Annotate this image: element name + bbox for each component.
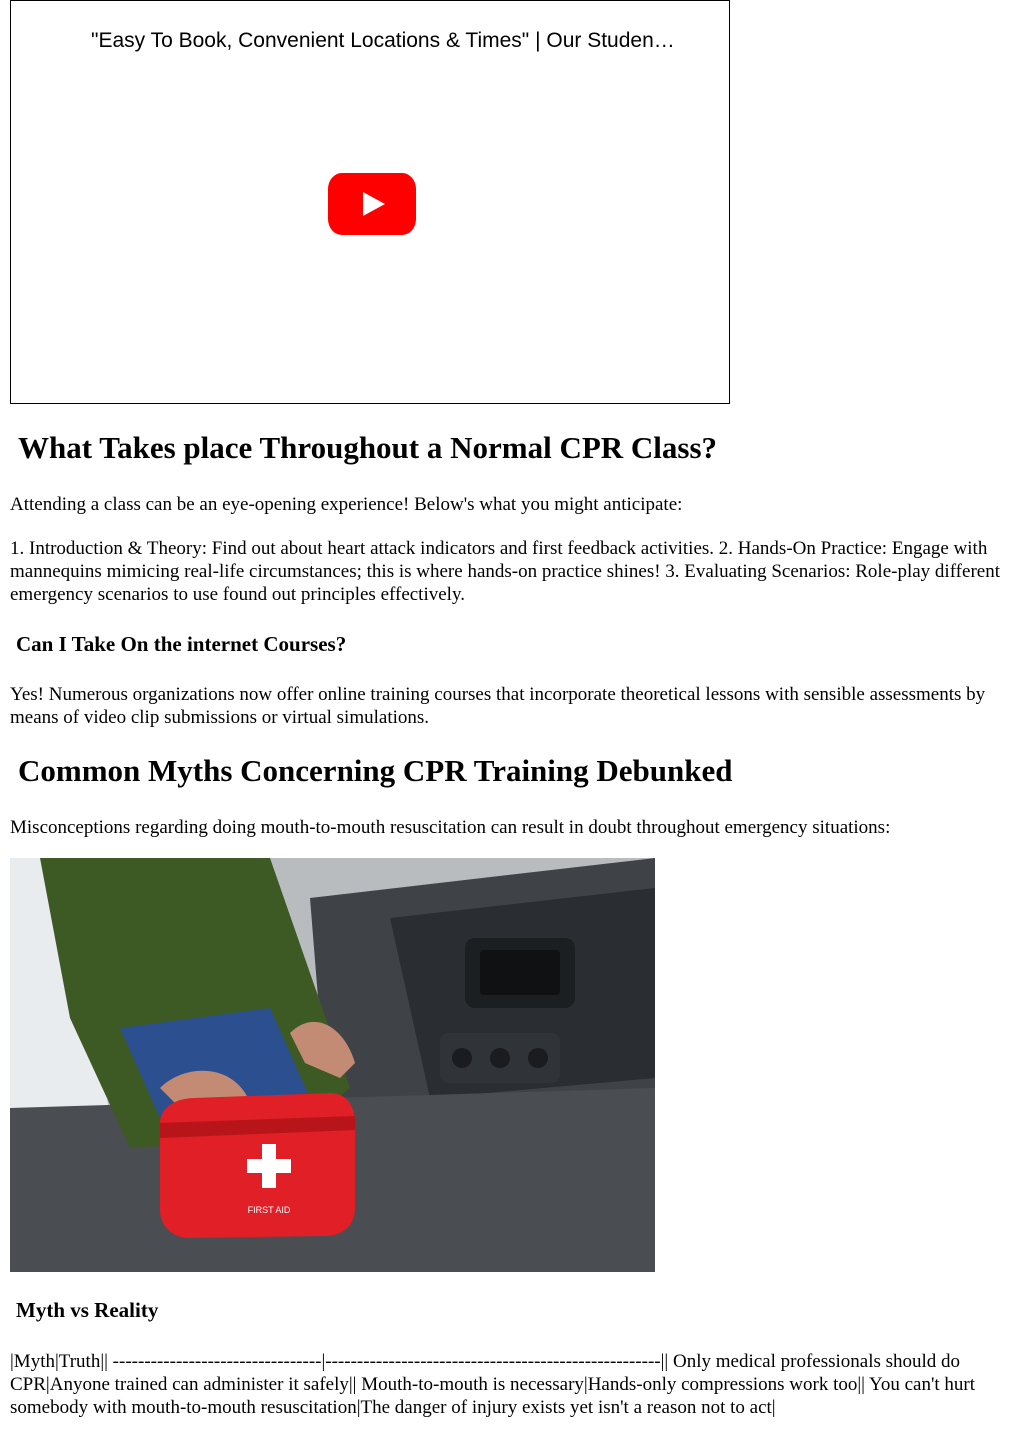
heading-online-courses: Can I Take On the internet Courses? — [16, 632, 347, 656]
first-aid-kit-photo — [10, 858, 655, 1272]
heading-cpr-class: What Takes place Throughout a Normal CPR Class? — [18, 430, 718, 465]
paragraph-attending: Attending a class can be an eye-opening experience! Below's what you might anticipate: — [10, 494, 683, 515]
photo-kit-label: FIRST AID — [247, 1205, 291, 1215]
play-button[interactable] — [328, 173, 416, 235]
paragraph-misconceptions: Misconceptions regarding doing mouth-to-mouth resuscitation can result in doubt throughout emergency situations: — [10, 817, 891, 838]
play-icon — [363, 192, 385, 216]
paragraph-online: Yes! Numerous organizations now offer online training courses that incorporate theoretical lessons with sensible assessments by means of video clip submissions or virtual simulations. — [10, 684, 986, 728]
video-embed[interactable] — [10, 0, 730, 404]
paragraph-steps: 1. Introduction & Theory: Find out about heart attack indicators and first feedback activities. 2. Hands-On Practice: Engage with mannequins mimicing real-life circumstances; this is where hands-on practice shines! 3. Evaluating Scenarios: Role-play different emergency scenarios to use found out principles effectively. — [10, 538, 1000, 605]
heading-myth-vs-reality: Myth vs Reality — [16, 1298, 159, 1322]
paragraph-myth-table: |Myth|Truth|| ---------------------------------|-----------------------------------------------------|| Only medical professionals should do CPR|Anyone trained can administer it safely|| Mouth-to-mouth is necessary|Hands-only compressions work too|| You can't hurt somebody with mouth-to-mouth resuscitation|The danger of injury exists yet isn't a reason not to act| — [10, 1351, 976, 1418]
video-title[interactable]: "Easy To Book, Convenient Locations & Times" | Our Studen… — [91, 29, 675, 52]
photo-illustration — [10, 858, 655, 1272]
heading-common-myths: Common Myths Concerning CPR Training Debunked — [18, 753, 733, 788]
